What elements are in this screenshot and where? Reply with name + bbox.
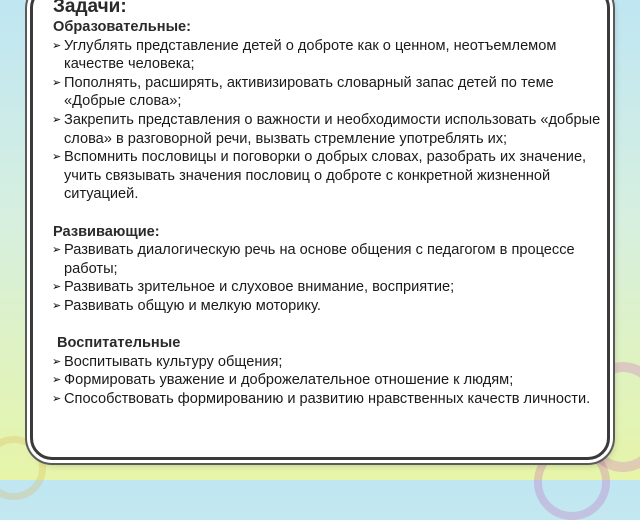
page-title: Задачи: [53,0,127,17]
list-item: ➢ Формировать уважение и доброжелательное отношение к людям; [53,371,608,390]
spacer [53,316,608,335]
list-item: ➢ Пополнять, расширять, активизировать словарный запас детей по теме «Добрые слова»; [53,74,608,111]
list-item: ➢ Способствовать формированию и развитию нравственных качеств личности. [53,390,608,409]
list-item: ➢ Вспомнить пословицы и поговорки о добрых словах, разобрать их значение, учить связывать значения пословиц о доброте с конкретной жизненной ситуацией. [53,148,608,204]
section-title-upbringing: Воспитательные [57,335,181,352]
spacer [53,204,608,223]
section-title-educational: Образовательные: [53,19,192,35]
slide-content [53,0,608,408]
list-item: ➢ Развивать общую и мелкую моторику. [53,297,608,316]
list-item: ➢ Развивать диалогическую речь на основе общения с педагогом в процессе работы; [53,241,608,278]
list-item: ➢ Закрепить представления о важности и необходимости использовать «добрые слова» в разговорной речи, вызвать стремление употреблять их; [53,111,608,148]
list-item: ➢ Углублять представление детей о доброте как о ценном, неотъемлемом качестве человека; [53,37,608,74]
section-title-developing: Развивающие: [53,223,160,240]
list-item: ➢ Воспитывать культуру общения; [53,353,608,372]
list-item: ➢ Развивать зрительное и слуховое внимание, восприятие; [53,278,608,297]
